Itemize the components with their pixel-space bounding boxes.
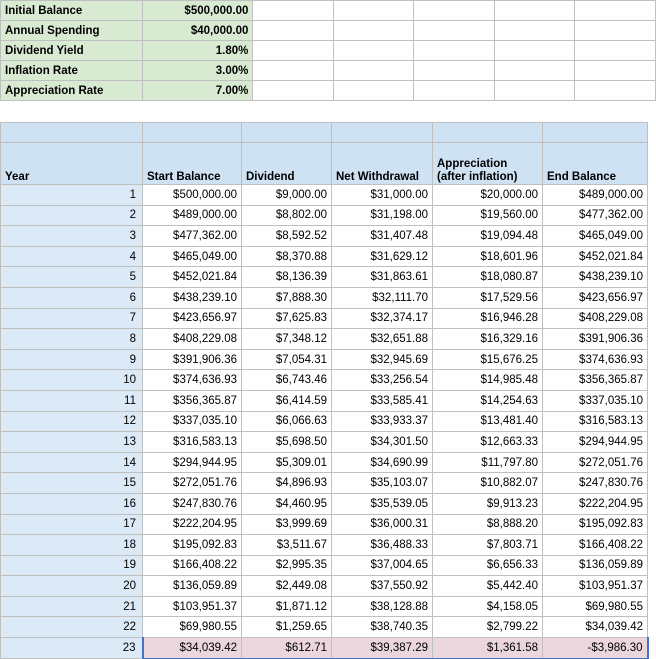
cell-end-balance[interactable]: $316,583.13	[543, 411, 648, 432]
cell-appreciation[interactable]: $2,799.22	[433, 617, 543, 638]
cell-net-withdrawal[interactable]: $35,103.07	[332, 473, 433, 494]
cell-start-balance[interactable]: $391,906.36	[143, 349, 242, 370]
empty-cell[interactable]	[414, 61, 495, 81]
table-row[interactable]	[1, 308, 648, 329]
cell-dividend[interactable]: $7,625.83	[242, 308, 332, 329]
cell-dividend[interactable]: $1,871.12	[242, 596, 332, 617]
column-header-row	[1, 143, 648, 185]
cell-net-withdrawal[interactable]: $37,550.92	[332, 576, 433, 597]
cell-end-balance[interactable]: $452,021.84	[543, 246, 648, 267]
cell-appreciation[interactable]: $20,000.00	[433, 185, 543, 206]
cell-end-balance[interactable]: $294,944.95	[543, 432, 648, 453]
cell-start-balance[interactable]: $316,583.13	[143, 432, 242, 453]
cell-end-balance[interactable]: $477,362.00	[543, 205, 648, 226]
cell-year[interactable]: 23	[1, 638, 143, 659]
cell-net-withdrawal[interactable]: $32,945.69	[332, 349, 433, 370]
cell-year[interactable]: 16	[1, 493, 143, 514]
assumption-label-initial-balance[interactable]: Initial Balance	[1, 1, 143, 21]
cell-appreciation[interactable]: $9,913.23	[433, 493, 543, 514]
cell-end-balance[interactable]: $465,049.00	[543, 226, 648, 247]
column-header-net-withdrawal[interactable]: Net Withdrawal	[332, 143, 433, 185]
empty-cell[interactable]	[575, 61, 656, 81]
projection-table-body	[1, 185, 648, 659]
cell-start-balance[interactable]: $489,000.00	[143, 205, 242, 226]
table-row[interactable]	[1, 493, 648, 514]
empty-cell[interactable]	[333, 61, 414, 81]
empty-cell[interactable]	[494, 1, 575, 21]
assumption-row[interactable]	[1, 61, 656, 81]
cell-net-withdrawal[interactable]: $37,004.65	[332, 555, 433, 576]
cell-appreciation[interactable]: $16,946.28	[433, 308, 543, 329]
appreciation-header-line2: (after inflation)	[437, 171, 518, 183]
table-row[interactable]	[1, 576, 648, 597]
cell-net-withdrawal[interactable]: $38,740.35	[332, 617, 433, 638]
cell-appreciation[interactable]: $14,985.48	[433, 370, 543, 391]
cell-appreciation[interactable]: $8,888.20	[433, 514, 543, 535]
cell-start-balance[interactable]: $247,830.76	[143, 493, 242, 514]
cell-dividend[interactable]: $3,511.67	[242, 535, 332, 556]
empty-cell[interactable]	[414, 81, 495, 101]
assumption-label-inflation-rate[interactable]: Inflation Rate	[1, 61, 143, 81]
cell-dividend[interactable]: $612.71	[242, 638, 332, 659]
empty-cell[interactable]	[575, 41, 656, 61]
appreciation-header-line1: Appreciation	[437, 158, 508, 170]
cell-start-balance[interactable]: $452,021.84	[143, 267, 242, 288]
cell-net-withdrawal[interactable]: $36,488.33	[332, 535, 433, 556]
cell-year[interactable]: 17	[1, 514, 143, 535]
cell-start-balance[interactable]: $337,035.10	[143, 411, 242, 432]
cell-dividend[interactable]: $8,136.39	[242, 267, 332, 288]
cell-end-balance[interactable]: $103,951.37	[543, 576, 648, 597]
cell-dividend[interactable]: $8,802.00	[242, 205, 332, 226]
cell-appreciation[interactable]: $18,601.96	[433, 246, 543, 267]
cell-net-withdrawal[interactable]: $32,111.70	[332, 287, 433, 308]
cell-appreciation[interactable]: $12,663.33	[433, 432, 543, 453]
table-row[interactable]	[1, 226, 648, 247]
cell-end-balance[interactable]: $34,039.42	[543, 617, 648, 638]
header-spacer-cell	[242, 123, 332, 143]
cell-year[interactable]: 10	[1, 370, 143, 391]
column-header-year[interactable]: Year	[1, 143, 143, 185]
table-row[interactable]	[1, 473, 648, 494]
cell-end-balance[interactable]: $423,656.97	[543, 287, 648, 308]
empty-cell[interactable]	[253, 41, 334, 61]
table-row[interactable]	[1, 617, 648, 638]
cell-appreciation[interactable]: $11,797.80	[433, 452, 543, 473]
cell-end-balance[interactable]: $247,830.76	[543, 473, 648, 494]
cell-start-balance[interactable]: $195,092.83	[143, 535, 242, 556]
cell-start-balance[interactable]: $166,408.22	[143, 555, 242, 576]
header-spacer-cell	[1, 123, 143, 143]
cell-year[interactable]: 5	[1, 267, 143, 288]
cell-net-withdrawal[interactable]: $34,301.50	[332, 432, 433, 453]
empty-cell[interactable]	[333, 81, 414, 101]
table-row[interactable]	[1, 349, 648, 370]
cell-dividend[interactable]: $3,999.69	[242, 514, 332, 535]
cell-start-balance[interactable]: $374,636.93	[143, 370, 242, 391]
cell-appreciation[interactable]: $19,094.48	[433, 226, 543, 247]
empty-cell[interactable]	[414, 21, 495, 41]
cell-dividend[interactable]: $7,888.30	[242, 287, 332, 308]
cell-end-balance[interactable]: $166,408.22	[543, 535, 648, 556]
assumption-label-annual-spending[interactable]: Annual Spending	[1, 21, 143, 41]
assumption-row[interactable]	[1, 1, 656, 21]
cell-end-balance[interactable]: $408,229.08	[543, 308, 648, 329]
cell-end-balance[interactable]: $222,204.95	[543, 493, 648, 514]
cell-year[interactable]: 18	[1, 535, 143, 556]
assumption-value-appreciation-rate[interactable]: 7.00%	[143, 81, 253, 101]
cell-net-withdrawal[interactable]: $38,128.88	[332, 596, 433, 617]
table-row[interactable]	[1, 411, 648, 432]
cell-year[interactable]: 21	[1, 596, 143, 617]
cell-appreciation[interactable]: $18,080.87	[433, 267, 543, 288]
cell-year[interactable]: 4	[1, 246, 143, 267]
empty-cell[interactable]	[414, 41, 495, 61]
cell-year[interactable]: 12	[1, 411, 143, 432]
cell-year[interactable]: 6	[1, 287, 143, 308]
cell-year[interactable]: 14	[1, 452, 143, 473]
column-header-end-balance[interactable]: End Balance	[543, 143, 648, 185]
empty-cell[interactable]	[494, 41, 575, 61]
assumption-row[interactable]	[1, 21, 656, 41]
assumptions-table	[0, 0, 656, 101]
cell-start-balance[interactable]: $423,656.97	[143, 308, 242, 329]
cell-appreciation[interactable]: $10,882.07	[433, 473, 543, 494]
table-row[interactable]	[1, 267, 648, 288]
cell-start-balance[interactable]: $465,049.00	[143, 246, 242, 267]
cell-start-balance[interactable]: $69,980.55	[143, 617, 242, 638]
assumption-label-dividend-yield[interactable]: Dividend Yield	[1, 41, 143, 61]
cell-end-balance[interactable]: $69,980.55	[543, 596, 648, 617]
empty-cell[interactable]	[253, 61, 334, 81]
cell-appreciation[interactable]: $4,158.05	[433, 596, 543, 617]
cell-end-balance[interactable]: $438,239.10	[543, 267, 648, 288]
cell-dividend[interactable]: $4,460.95	[242, 493, 332, 514]
header-spacer-cell	[332, 123, 433, 143]
cell-end-balance[interactable]: -$3,986.30	[543, 638, 648, 659]
cell-year[interactable]: 15	[1, 473, 143, 494]
cell-dividend[interactable]: $6,414.59	[242, 390, 332, 411]
cell-appreciation[interactable]: $14,254.63	[433, 390, 543, 411]
empty-cell[interactable]	[575, 21, 656, 41]
assumption-value-annual-spending[interactable]: $40,000.00	[143, 21, 253, 41]
cell-dividend[interactable]: $6,066.63	[242, 411, 332, 432]
cell-dividend[interactable]: $2,449.08	[242, 576, 332, 597]
cell-dividend[interactable]: $2,995.35	[242, 555, 332, 576]
cell-year[interactable]: 7	[1, 308, 143, 329]
assumption-row[interactable]	[1, 41, 656, 61]
cell-net-withdrawal[interactable]: $33,256.54	[332, 370, 433, 391]
table-row[interactable]	[1, 390, 648, 411]
table-row[interactable]	[1, 370, 648, 391]
cell-year[interactable]: 3	[1, 226, 143, 247]
column-header-dividend[interactable]: Dividend	[242, 143, 332, 185]
cell-dividend[interactable]: $9,000.00	[242, 185, 332, 206]
cell-end-balance[interactable]: $272,051.76	[543, 452, 648, 473]
cell-year[interactable]: 2	[1, 205, 143, 226]
projection-table-header	[1, 123, 648, 185]
cell-appreciation[interactable]: $16,329.16	[433, 329, 543, 350]
cell-appreciation[interactable]: $17,529.56	[433, 287, 543, 308]
table-row[interactable]	[1, 205, 648, 226]
cell-year[interactable]: 19	[1, 555, 143, 576]
cell-start-balance[interactable]: $500,000.00	[143, 185, 242, 206]
column-header-appreciation[interactable]	[433, 143, 543, 185]
empty-cell[interactable]	[575, 1, 656, 21]
assumption-value-dividend-yield[interactable]: 1.80%	[143, 41, 253, 61]
cell-start-balance[interactable]: $34,039.42	[143, 638, 242, 659]
header-spacer-cell	[143, 123, 242, 143]
cell-start-balance[interactable]: $294,944.95	[143, 452, 242, 473]
empty-cell[interactable]	[494, 21, 575, 41]
cell-year[interactable]: 11	[1, 390, 143, 411]
cell-appreciation[interactable]: $15,676.25	[433, 349, 543, 370]
cell-end-balance[interactable]: $391,906.36	[543, 329, 648, 350]
cell-start-balance[interactable]: $356,365.87	[143, 390, 242, 411]
cell-net-withdrawal[interactable]: $31,000.00	[332, 185, 433, 206]
empty-cell[interactable]	[494, 81, 575, 101]
header-spacer-cell	[543, 123, 648, 143]
empty-cell[interactable]	[333, 41, 414, 61]
cell-dividend[interactable]: $5,698.50	[242, 432, 332, 453]
cell-net-withdrawal[interactable]: $32,374.17	[332, 308, 433, 329]
cell-dividend[interactable]: $6,743.46	[242, 370, 332, 391]
empty-cell[interactable]	[414, 1, 495, 21]
cell-dividend[interactable]: $7,348.12	[242, 329, 332, 350]
cell-year[interactable]: 20	[1, 576, 143, 597]
cell-dividend[interactable]: $8,592.52	[242, 226, 332, 247]
cell-year[interactable]: 8	[1, 329, 143, 350]
cell-start-balance[interactable]: $477,362.00	[143, 226, 242, 247]
assumption-row[interactable]	[1, 81, 656, 101]
cell-net-withdrawal[interactable]: $35,539.05	[332, 493, 433, 514]
table-row[interactable]	[1, 452, 648, 473]
assumption-value-inflation-rate[interactable]: 3.00%	[143, 61, 253, 81]
cell-net-withdrawal[interactable]: $31,407.48	[332, 226, 433, 247]
cell-end-balance[interactable]: $136,059.89	[543, 555, 648, 576]
table-row[interactable]	[1, 246, 648, 267]
cell-net-withdrawal[interactable]: $31,198.00	[332, 205, 433, 226]
cell-appreciation[interactable]: $1,361.58	[433, 638, 543, 659]
table-row[interactable]	[1, 535, 648, 556]
cell-year[interactable]: 1	[1, 185, 143, 206]
table-row[interactable]	[1, 514, 648, 535]
assumption-value-initial-balance[interactable]: $500,000.00	[143, 1, 253, 21]
table-row[interactable]	[1, 432, 648, 453]
table-row-selected[interactable]	[1, 638, 648, 659]
cell-year[interactable]: 13	[1, 432, 143, 453]
table-row[interactable]	[1, 287, 648, 308]
cell-year[interactable]: 9	[1, 349, 143, 370]
column-header-start-balance[interactable]: Start Balance	[143, 143, 242, 185]
cell-start-balance[interactable]: $222,204.95	[143, 514, 242, 535]
cell-dividend[interactable]: $7,054.31	[242, 349, 332, 370]
cell-dividend[interactable]: $1,259.65	[242, 617, 332, 638]
header-spacer-cell	[433, 123, 543, 143]
empty-cell[interactable]	[333, 1, 414, 21]
cell-appreciation[interactable]: $19,560.00	[433, 205, 543, 226]
cell-net-withdrawal[interactable]: $39,387.29	[332, 638, 433, 659]
empty-cell[interactable]	[494, 61, 575, 81]
cell-net-withdrawal[interactable]: $31,863.61	[332, 267, 433, 288]
table-row[interactable]	[1, 185, 648, 206]
cell-appreciation[interactable]: $5,442.40	[433, 576, 543, 597]
cell-end-balance[interactable]: $374,636.93	[543, 349, 648, 370]
cell-end-balance[interactable]: $337,035.10	[543, 390, 648, 411]
cell-dividend[interactable]: $5,309.01	[242, 452, 332, 473]
assumptions-body	[1, 1, 656, 101]
cell-appreciation[interactable]: $6,656.33	[433, 555, 543, 576]
empty-cell[interactable]	[575, 81, 656, 101]
cell-appreciation[interactable]: $13,481.40	[433, 411, 543, 432]
table-row[interactable]	[1, 555, 648, 576]
cell-net-withdrawal[interactable]: $34,690.99	[332, 452, 433, 473]
cell-end-balance[interactable]: $195,092.83	[543, 514, 648, 535]
header-spacer-row	[1, 123, 648, 143]
empty-cell[interactable]	[333, 21, 414, 41]
empty-cell[interactable]	[253, 21, 334, 41]
empty-cell[interactable]	[253, 1, 334, 21]
table-row[interactable]	[1, 329, 648, 350]
projection-table	[0, 122, 649, 659]
cell-start-balance[interactable]: $272,051.76	[143, 473, 242, 494]
cell-net-withdrawal[interactable]: $36,000.31	[332, 514, 433, 535]
cell-dividend[interactable]: $4,896.93	[242, 473, 332, 494]
cell-year[interactable]: 22	[1, 617, 143, 638]
cell-start-balance[interactable]: $408,229.08	[143, 329, 242, 350]
cell-net-withdrawal[interactable]: $31,629.12	[332, 246, 433, 267]
cell-start-balance[interactable]: $136,059.89	[143, 576, 242, 597]
table-row[interactable]	[1, 596, 648, 617]
empty-cell[interactable]	[253, 81, 334, 101]
cell-end-balance[interactable]: $356,365.87	[543, 370, 648, 391]
cell-net-withdrawal[interactable]: $33,585.41	[332, 390, 433, 411]
cell-start-balance[interactable]: $103,951.37	[143, 596, 242, 617]
cell-dividend[interactable]: $8,370.88	[242, 246, 332, 267]
cell-net-withdrawal[interactable]: $33,933.37	[332, 411, 433, 432]
assumption-label-appreciation-rate[interactable]: Appreciation Rate	[1, 81, 143, 101]
cell-net-withdrawal[interactable]: $32,651.88	[332, 329, 433, 350]
cell-end-balance[interactable]: $489,000.00	[543, 185, 648, 206]
cell-appreciation[interactable]: $7,803.71	[433, 535, 543, 556]
cell-start-balance[interactable]: $438,239.10	[143, 287, 242, 308]
